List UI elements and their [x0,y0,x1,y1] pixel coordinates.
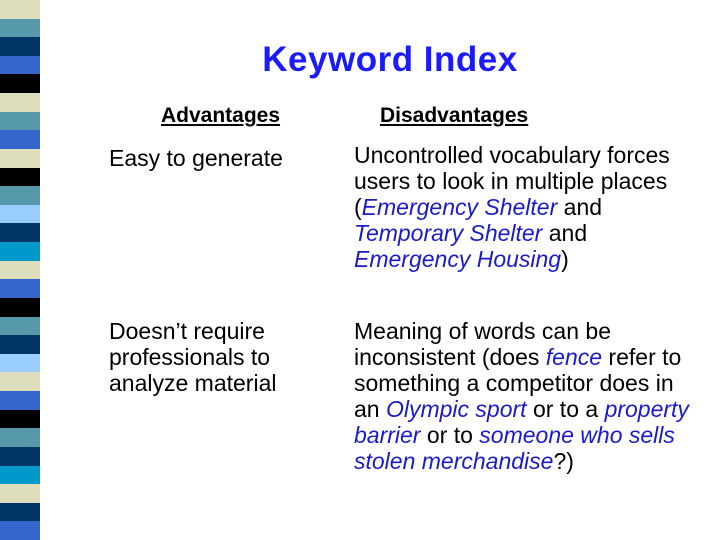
stripe-block [0,112,40,131]
disadvantage-text: or to a [526,396,605,422]
advantage-item: Easy to generate [109,145,283,171]
disadvantage-text: ) [561,246,569,272]
stripe-block [0,186,40,205]
disadvantage-text: ?) [553,448,574,474]
stripe-block [0,372,40,391]
disadvantage-text: Meaning of words can be inconsistent (does [354,318,611,370]
stripe-block [0,410,40,429]
keyword-example: Emergency Housing [354,246,562,272]
disadvantage-text: and [557,194,603,220]
advantages-heading: Advantages [161,104,281,127]
stripe-block [0,279,40,298]
stripe-block [0,484,40,503]
disadvantage-text: and [542,220,588,246]
keyword-example: Temporary Shelter [354,220,543,246]
stripe-block [0,261,40,280]
keyword-example: Olympic sport [385,396,527,422]
stripe-block [0,447,40,466]
keyword-example: Emergency Shelter [361,194,558,220]
keyword-example: property barrier [354,396,689,448]
stripe-block [0,391,40,410]
decorative-stripe [0,0,40,540]
stripe-block [0,168,40,187]
slide-title: Keyword Index [262,40,518,79]
stripe-block [0,335,40,354]
stripe-block [0,223,40,242]
disadvantages-heading: Disadvantages [380,104,529,127]
stripe-block [0,149,40,168]
stripe-block [0,298,40,317]
disadvantage-text: refer to something a competitor does in an [354,344,682,422]
stripe-block [0,93,40,112]
disadvantage-item [354,142,684,272]
disadvantage-text: Uncontrolled vocabulary forces users to look in multiple places ( [354,142,670,220]
stripe-block [0,0,40,19]
keyword-example: someone who sells stolen merchandise [354,422,675,474]
stripe-block [0,205,40,224]
stripe-block [0,428,40,447]
keyword-example: fence [545,344,603,370]
stripe-block [0,521,40,540]
stripe-block [0,466,40,485]
advantage-item: Doesn’t require professionals to analyze material [109,318,277,396]
stripe-block [0,19,40,38]
stripe-block [0,130,40,149]
disadvantage-item [354,318,694,474]
disadvantage-text: or to [420,422,480,448]
stripe-block [0,354,40,373]
stripe-block [0,242,40,261]
stripe-block [0,503,40,522]
stripe-block [0,317,40,336]
